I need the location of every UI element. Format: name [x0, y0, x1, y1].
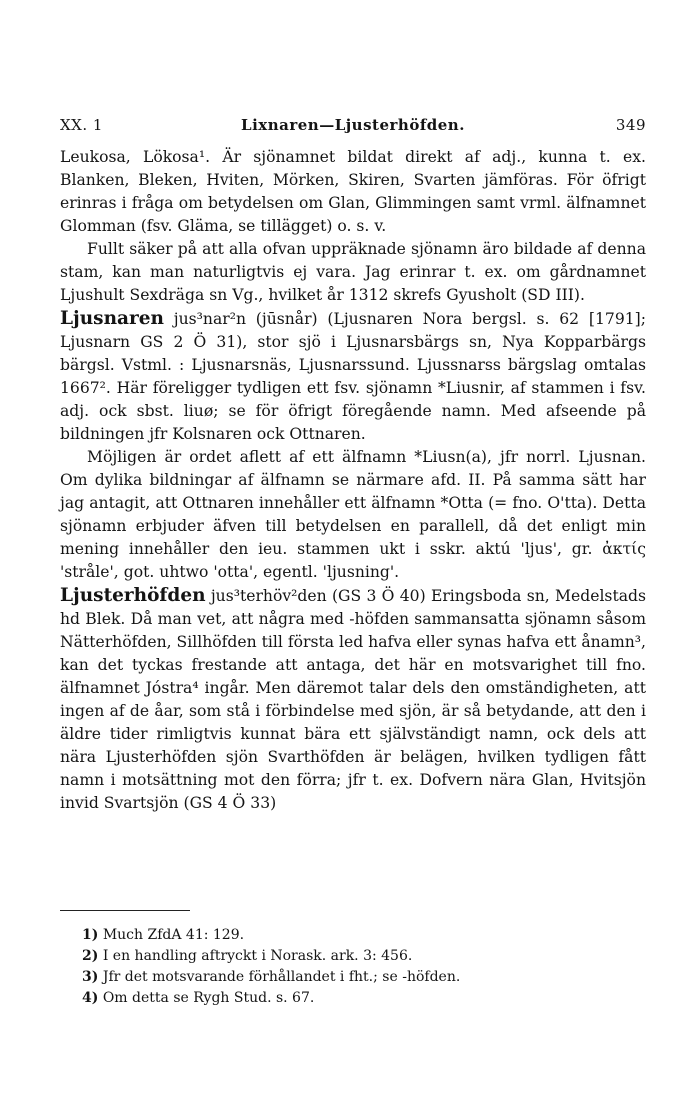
footnote: [60, 946, 646, 967]
paragraph-mojligen: Möjligen är ordet aflett af ett älfnamn *Liusn(a), jfr norrl. Ljusnan. Om dylika bildningar af älfnamn se närmare afd. II. På samma sätt har jag antagit, att Ottnaren innehåller ett älfnamn *Otta (= fno. O'tta). Detta sjönamn erbjuder äfven till betydelsen en parallell, då det enligt min mening innehåller den ieu. stammen ukt i sskr. aktú 'ljus', gr. ἀκτίς 'stråle', got. uhtwo 'otta', egentl. 'ljusning'.: [60, 448, 646, 581]
footnote-divider: [60, 910, 190, 911]
entry-text: jus³nar²n (jūsnår) (Ljusnaren Nora bergsl. s. 62 [1791]; Ljusnarn GS 2 Ö 31), stor sjö i Ljusnarsbärgs sn, Nya Kopparbärgs bärgsl. Vstml. : Ljusnarsnäs, Ljusnarssund. Ljussnarss bärgslag omtalas 1667². Här föreligger tydligen ett fsv. sjönamn *Liusnir, af stammen i fsv. adj. ock sbst. liuø; se för öfrigt föregående namn. Med afseende på bildningen jfr Kolsnaren ock Ottnaren.: [60, 310, 646, 443]
entry-ljusnaren: [60, 307, 646, 446]
entry-text: jus³terhöv²den (GS 3 Ö 40) Eringsboda sn, Medelstads hd Blek. Då man vet, att några med -höfden sammansatta sjönamn såsom Nätterhöfden, Sillhöfden till första led hafva eller synas hafva ett ånamn³, kan det tyckas frestande att antaga, det här en motsvarighet till fno. älfnamnet Jóstra⁴ ingår. Men däremot talar dels den omständigheten, att ingen af de åar, som stå i förbindelse med sjön, är så betydande, att den i äldre tider rimligtvis kunnat bära ett självständigt namn, ock dels att nära Ljusterhöfden sjön Svarthöfden är belägen, hvilken tydligen fått namn i motsättning mot den förra; jfr t. ex. Dofvern nära Glan, Hvitsjön invid Svartsjön (GS 4 Ö 33): [60, 587, 646, 812]
paragraph-fullt-saker: Fullt säker på att alla ofvan uppräknade sjönamn äro bildade af denna stam, kan man naturligtvis ej vara. Jag erinrar t. ex. om gårdnamnet Ljushult Sexdräga sn Vg., hvilket år 1312 skrefs Gyusholt (SD III).: [60, 240, 646, 304]
footnotes: [60, 925, 646, 1009]
running-title: Lixnaren—Ljusterhöfden.: [241, 116, 465, 134]
footnote-text: Much ZfdA 41: 129.: [102, 927, 245, 943]
paragraph-leukosa: Leukosa, Lökosa¹. Är sjönamnet bildat direkt af adj., kunna t. ex. Blanken, Bleken, Hviten, Mörken, Skiren, Svarten jämföras. För öfrigt erinras i fråga om betydelsen om Glan, Glimmingen samt vrml. älfnamnet Glomman (fsv. Gläma, se tillägget) o. s. v.: [60, 148, 646, 235]
footnote-text: Jfr det motsvarande förhållandet i fht.; se -höfden.: [102, 969, 461, 985]
footnote-number: 2): [82, 948, 99, 964]
entry-headword: Ljusterhöfden: [60, 585, 206, 606]
footnote-number: 3): [82, 969, 99, 985]
section-number: XX. 1: [60, 116, 103, 134]
footnote-number: 1): [82, 927, 99, 943]
page-number: 349: [615, 116, 646, 134]
entry-ljusterhofden: [60, 584, 646, 815]
running-header: [60, 116, 646, 140]
main-text: [60, 146, 646, 815]
entry-headword: Ljusnaren: [60, 308, 164, 329]
footnote-text: Om detta se Rygh Stud. s. 67.: [102, 990, 315, 1006]
footnote: [60, 988, 646, 1009]
footnote-text: I en handling aftryckt i Norask. ark. 3: 456.: [102, 948, 413, 964]
footnote-number: 4): [82, 990, 99, 1006]
footnote: [60, 967, 646, 988]
footnote: [60, 925, 646, 946]
